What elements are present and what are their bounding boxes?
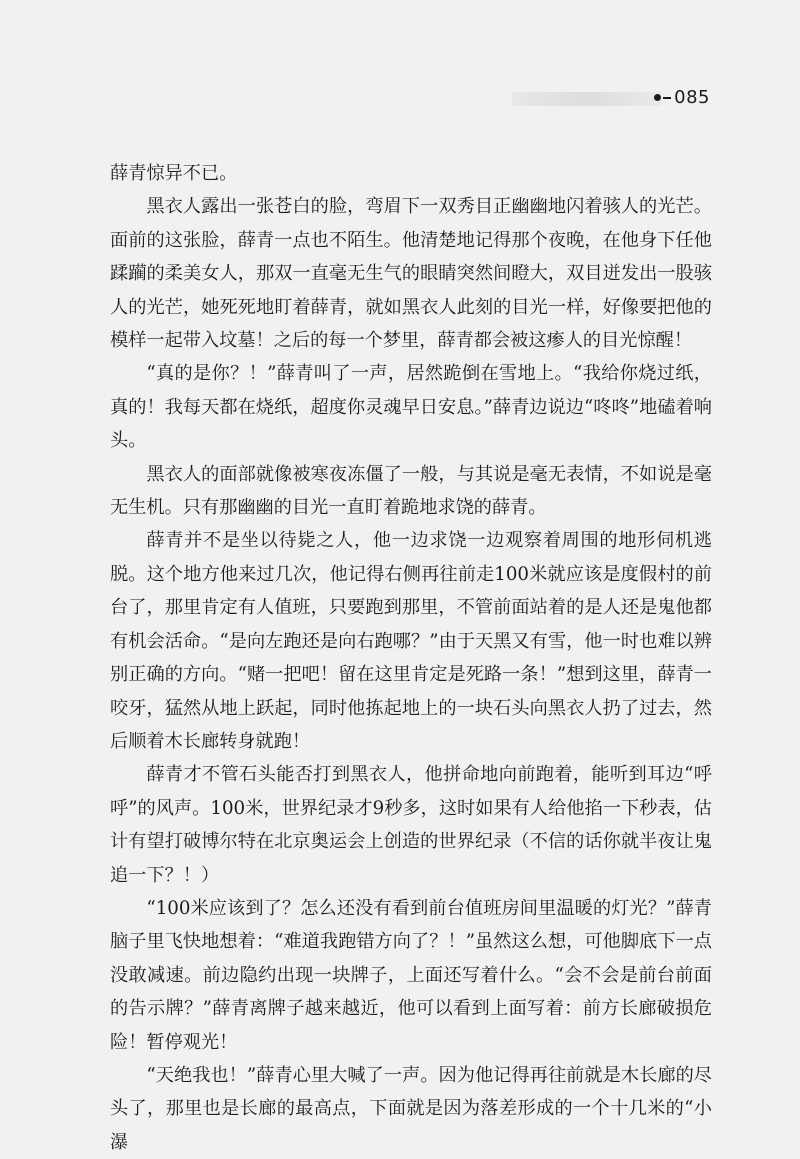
body-text: [110, 157, 712, 1159]
paragraph: “天绝我也！”薛青心里大喊了一声。因为他记得再往前就是木长廊的尽头了，那里也是长廊的最高点，下面就是因为落差形成的一个十几米的“小瀑: [110, 1064, 712, 1153]
paragraph: 黑衣人露出一张苍白的脸，弯眉下一双秀目正幽幽地闪着骇人的光芒。面前的这张脸，薛青一点也不陌生。他清楚地记得那个夜晚，在他身下任他蹂躏的柔美女人，那双一直毫无生气的眼睛突然间瞪大，双目迸发出一股骇人的光芒，她死死地盯着薛青，就如黑衣人此刻的目光一样，好像要把他的模样一起带入坟墓！之后的每一个梦里，薛青都会被这瘆人的目光惊醒！: [110, 196, 712, 352]
paragraph: “真的是你？！”薛青叫了一声，居然跪倒在雪地上。“我给你烧过纸，真的！我每天都在烧纸，超度你灵魂早日安息。”薛青边说边“咚咚”地磕着响头。: [110, 363, 712, 452]
paragraph: 黑衣人的面部就像被寒夜冻僵了一般，与其说是毫无表情，不如说是毫无生机。只有那幽幽的目光一直盯着跪地求饶的薛青。: [110, 463, 712, 519]
paragraph: 薛青才不管石头能否打到黑衣人，他拼命地向前跑着，能听到耳边“呼呼”的风声。100米，世界纪录才9秒多，这时如果有人给他掐一下秒表，估计有望打破博尔特在北京奥运会上创造的世界纪录（不信的话你就半夜让鬼追一下？！）: [110, 764, 712, 886]
page-number-bullet-icon: [654, 94, 661, 101]
paragraph: 薛青并不是坐以待毙之人，他一边求饶一边观察着周围的地形伺机逃脱。这个地方他来过几次，他记得右侧再往前走100米就应该是度假村的前台了，那里肯定有人值班，只要跑到那里，不管前面站着的是人还是鬼他都有机会活命。“是向左跑还是向右跑哪？”由于天黑又有雪，他一时也难以辨别正确的方向。“赌一把吧！留在这里肯定是死路一条！”想到这里，薛青一咬牙，猛然从地上跃起，同时他拣起地上的一块石头向黑衣人扔了过去，然后顺着木长廊转身就跑！: [110, 530, 712, 752]
page-number-dash-icon: [663, 97, 671, 99]
paragraph: “100米应该到了？怎么还没有看到前台值班房间里温暖的灯光？”薛青脑子里飞快地想着：“难道我跑错方向了？！”虽然这么想，可他脚底下一点没敢减速。前边隐约出现一块牌子，上面还写着什么。“会不会是前台前面的告示牌？”薛青离牌子越来越近，他可以看到上面写着：前方长廊破损危险！暂停观光！: [110, 897, 712, 1053]
page-number: [654, 87, 710, 108]
paragraph: 薛青惊异不已。: [110, 163, 238, 184]
running-header-faded: [512, 92, 662, 106]
page-number-text: 085: [674, 87, 710, 108]
